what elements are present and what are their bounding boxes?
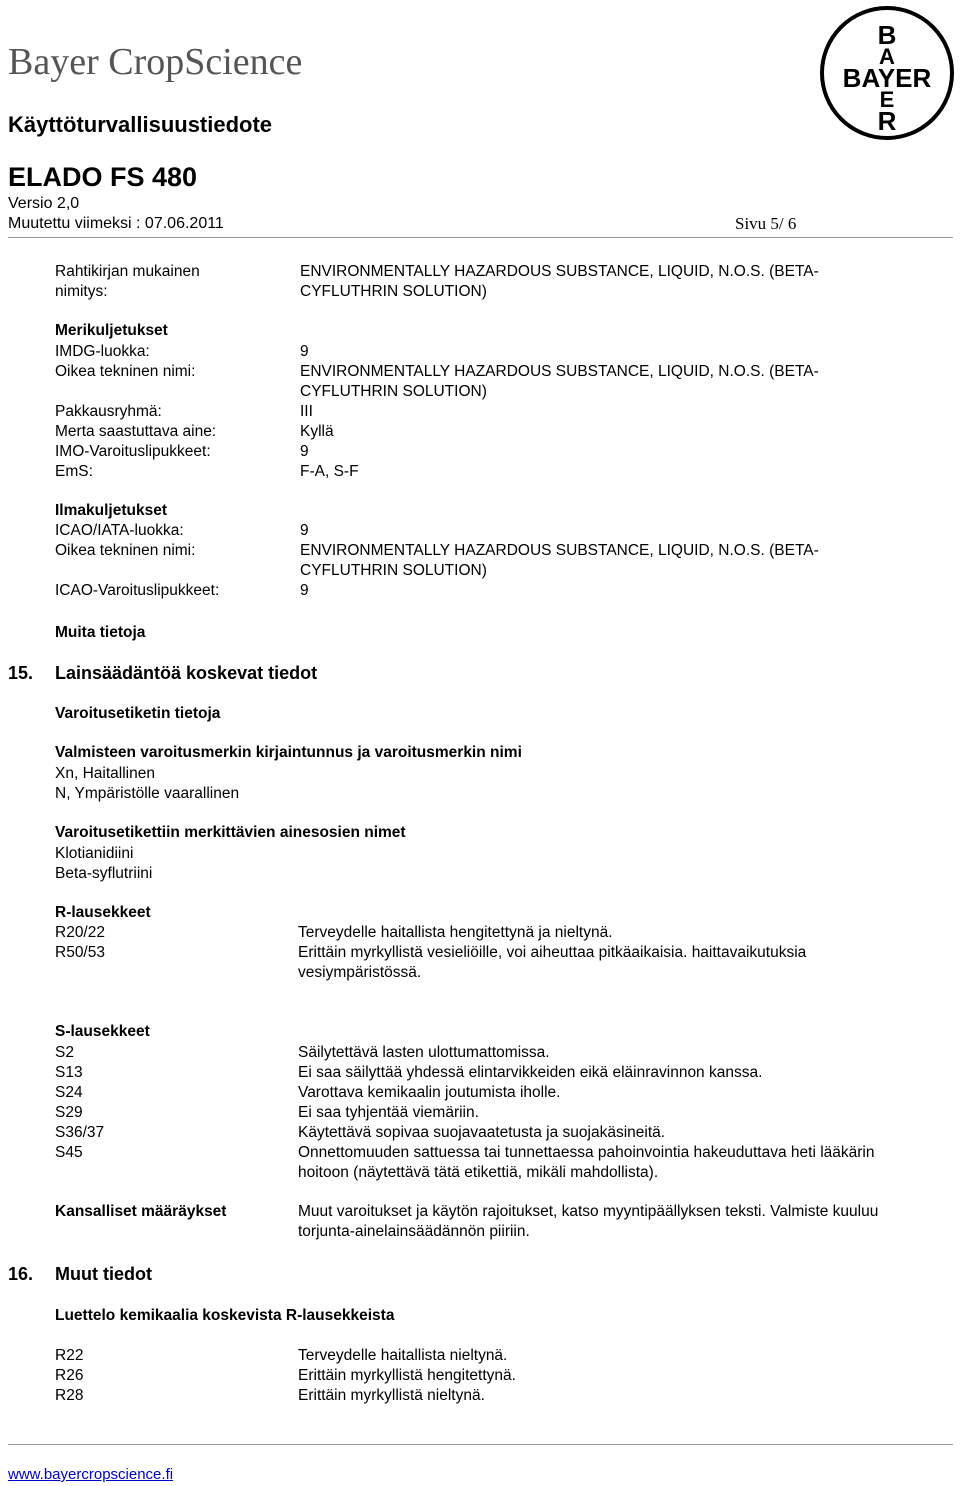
- section-16-number: 16.: [8, 1264, 34, 1284]
- modified-date: Muutettu viimeksi : 07.06.2011: [8, 215, 224, 232]
- marine-pollutant-label: Merta saastuttava aine:: [55, 423, 217, 440]
- national-regulations-text-1: Muut varoitukset ja käytön rajoitukset, katso myyntipäällyksen teksti. Valmiste kuuluu: [298, 1203, 879, 1220]
- sea-proper-name-2: CYFLUTHRIN SOLUTION): [300, 383, 487, 400]
- logo-letter-b: B: [877, 20, 897, 50]
- national-regulations-heading: Kansalliset määräykset: [55, 1203, 227, 1220]
- r-phrase-code: R50/53: [55, 944, 105, 961]
- s-phrase-code: S2: [55, 1044, 74, 1061]
- s-phrase-code: S29: [55, 1104, 83, 1121]
- s-phrase-text: Säilytettävä lasten ulottumattomissa.: [298, 1044, 550, 1061]
- r-list-text: Erittäin myrkyllistä hengitettynä.: [298, 1367, 516, 1384]
- s-phrase-code: S24: [55, 1084, 83, 1101]
- packing-group-label: Pakkausryhmä:: [55, 403, 162, 420]
- r-phrase-text: Erittäin myrkyllistä vesieliöille, voi aiheuttaa pitkäaikaisia. haittavaikutuksia: [298, 944, 807, 961]
- icao-labels-label: ICAO-Varoituslipukkeet:: [55, 582, 220, 599]
- ingredient-beta-cyfluthrin: Beta-syflutriini: [55, 865, 153, 882]
- s-phrase-text: Onnettomuuden sattuessa tai tunnettaessa pahoinvointia hakeuduttava heti lääkärin: [298, 1144, 875, 1161]
- r-list-heading: Luettelo kemikaalia koskevista R-lausekkeista: [55, 1307, 395, 1324]
- shipping-name-label-2: nimitys:: [55, 283, 108, 300]
- imdg-value: 9: [300, 343, 309, 360]
- packing-group-value: III: [300, 403, 313, 420]
- other-info-heading: Muita tietoja: [55, 624, 146, 641]
- page-number: Sivu 5/ 6: [735, 214, 797, 233]
- national-regulations-text-2: torjunta-ainelainsäädännön piiriin.: [298, 1223, 530, 1240]
- s-phrase-text: Ei saa säilyttää yhdessä elintarvikkeiden eikä eläinravinnon kanssa.: [298, 1064, 763, 1081]
- logo-word: BAYER: [842, 63, 932, 93]
- section-15-number: 15.: [8, 663, 34, 683]
- bayer-cross-logo: [818, 4, 956, 142]
- icao-labels-value: 9: [300, 582, 309, 599]
- r-phrase-code: R20/22: [55, 924, 105, 941]
- air-proper-name-2: CYFLUTHRIN SOLUTION): [300, 562, 487, 579]
- marine-pollutant-value: Kyllä: [300, 423, 334, 440]
- section-15-title: Lainsäädäntöä koskevat tiedot: [55, 663, 318, 683]
- s-phrase-text: Varottava kemikaalin joutumista iholle.: [298, 1084, 561, 1101]
- hazard-symbol-xn: Xn, Haitallinen: [55, 765, 155, 782]
- air-transport-heading: Ilmakuljetukset: [55, 502, 167, 519]
- hazard-symbol-heading: Valmisteen varoitusmerkin kirjaintunnus ja varoitusmerkin nimi: [55, 744, 522, 761]
- s-phrase-text-continued: hoitoon (näytettävä tätä etikettiä, mikäli mahdollista).: [298, 1164, 659, 1181]
- ems-label: EmS:: [55, 463, 93, 480]
- document-title: Käyttöturvallisuustiedote: [8, 112, 273, 137]
- r-phrases-heading: R-lausekkeet: [55, 904, 151, 921]
- header-divider: [8, 237, 953, 238]
- air-proper-name-label: Oikea tekninen nimi:: [55, 542, 196, 559]
- logo-letter-e: E: [879, 87, 895, 112]
- hazard-symbol-n: N, Ympäristölle vaarallinen: [55, 785, 240, 802]
- r-phrase-text: Terveydelle haitallista hengitettynä ja nieltynä.: [298, 924, 613, 941]
- sea-transport-heading: Merikuljetukset: [55, 322, 168, 339]
- s-phrase-text: Ei saa tyhjentää viemäriin.: [298, 1104, 479, 1121]
- icao-class-value: 9: [300, 522, 309, 539]
- imo-labels-value: 9: [300, 443, 309, 460]
- r-list-code: R26: [55, 1367, 84, 1384]
- r-list-text: Terveydelle haitallista nieltynä.: [298, 1347, 508, 1364]
- section-16-title: Muut tiedot: [55, 1264, 152, 1284]
- ingredient-clothianidin: Klotianidiini: [55, 845, 134, 862]
- footer-divider: [8, 1444, 953, 1445]
- sea-proper-name-label: Oikea tekninen nimi:: [55, 363, 196, 380]
- logo-letter-a: A: [879, 44, 895, 69]
- product-name: ELADO FS 480: [8, 162, 198, 192]
- s-phrase-code: S45: [55, 1144, 83, 1161]
- r-list-text: Erittäin myrkyllistä nieltynä.: [298, 1387, 485, 1404]
- s-phrase-code: S13: [55, 1064, 83, 1081]
- logo-letter-r: R: [877, 106, 897, 136]
- version-text: Versio 2,0: [8, 195, 80, 212]
- imo-labels-label: IMO-Varoituslipukkeet:: [55, 443, 211, 460]
- r-phrase-text-continued: vesiympäristössä.: [298, 964, 422, 981]
- s-phrase-text: Käytettävä sopivaa suojavaatetusta ja suojakäsineitä.: [298, 1124, 666, 1141]
- shipping-name-label-1: Rahtikirjan mukainen: [55, 263, 200, 280]
- imdg-label: IMDG-luokka:: [55, 343, 150, 360]
- ingredients-heading: Varoitusetikettiin merkittävien ainesosien nimet: [55, 824, 406, 841]
- icao-class-label: ICAO/IATA-luokka:: [55, 522, 184, 539]
- shipping-name-value-1: ENVIRONMENTALLY HAZARDOUS SUBSTANCE, LIQUID, N.O.S. (BETA-: [300, 263, 819, 280]
- r-list-code: R28: [55, 1387, 84, 1404]
- ems-value: F-A, S-F: [300, 463, 359, 480]
- brand-name: Bayer CropScience: [8, 41, 303, 83]
- label-info-heading: Varoitusetiketin tietoja: [55, 705, 221, 722]
- s-phrase-code: S36/37: [55, 1124, 105, 1141]
- shipping-name-value-2: CYFLUTHRIN SOLUTION): [300, 283, 487, 300]
- s-phrases-heading: S-lausekkeet: [55, 1023, 150, 1040]
- air-proper-name-1: ENVIRONMENTALLY HAZARDOUS SUBSTANCE, LIQUID, N.O.S. (BETA-: [300, 542, 819, 559]
- website-link[interactable]: www.bayercropscience.fi: [8, 1466, 174, 1483]
- sea-proper-name-1: ENVIRONMENTALLY HAZARDOUS SUBSTANCE, LIQUID, N.O.S. (BETA-: [300, 363, 819, 380]
- r-list-code: R22: [55, 1347, 84, 1364]
